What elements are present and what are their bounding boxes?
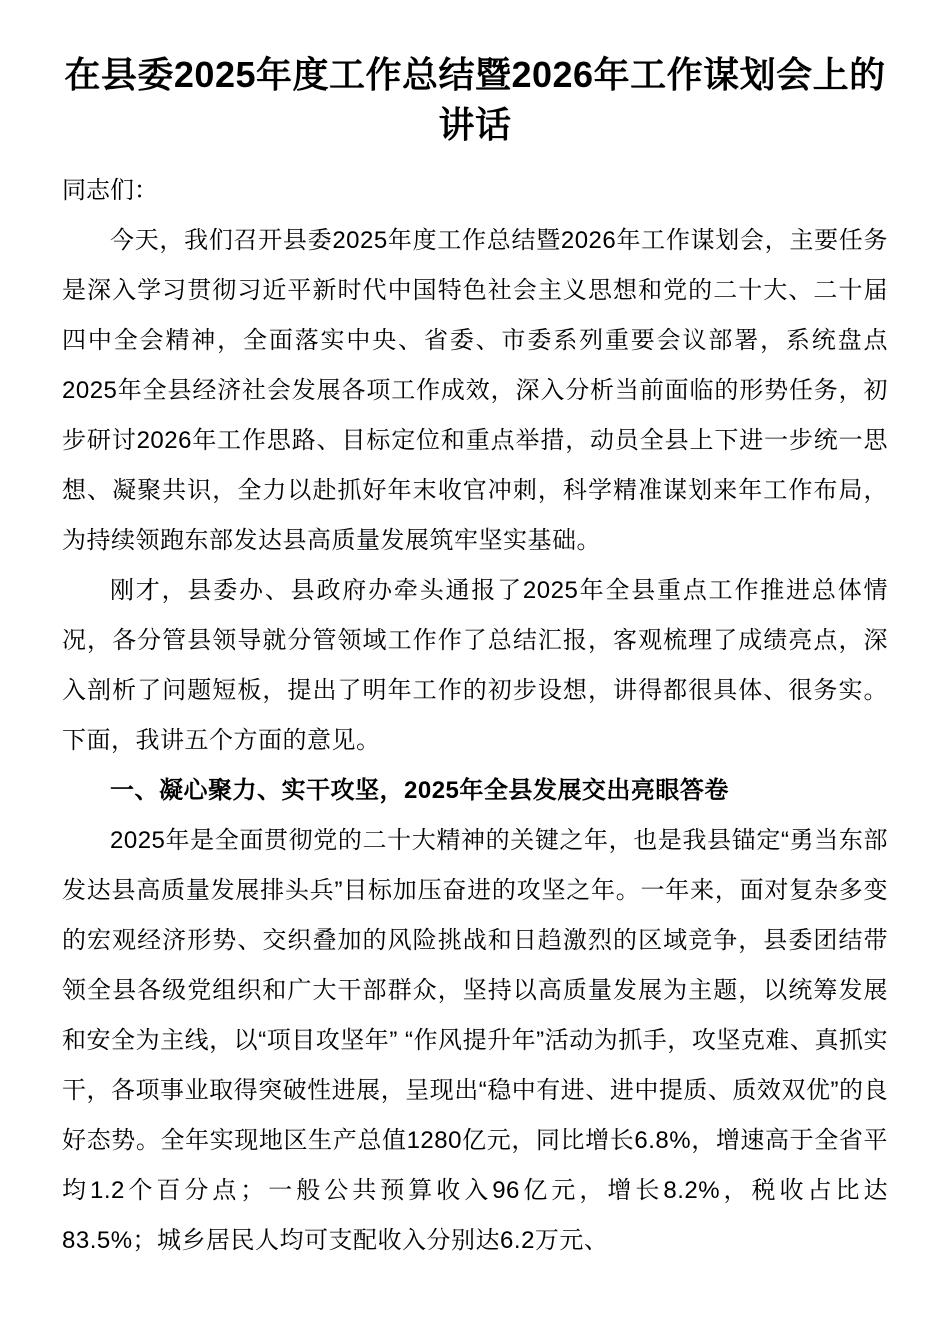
salutation: 同志们：	[62, 177, 158, 204]
paragraph-opening: 今天，我们召开县委2025年度工作总结暨2026年工作谋划会，主要任务是深入学习贯彻习近平新时代中国特色社会主义思想和党的二十大、二十届四中全会精神，全面落实中央、省委、市委系列重要会议部署，系统盘点2025年全县经济社会发展各项工作成效，深入分析当前面临的形势任务，初步研讨2026年工作思路、目标定位和重点举措，动员全县上下进一步统一思想、凝聚共识，全力以赴抓好年末收官冲刺，科学精准谋划来年工作布局，为持续领跑东部发达县高质量发展筑牢坚实基础。	[62, 227, 888, 554]
paragraph-2025-review: 2025年是全面贯彻党的二十大精神的关键之年，也是我县锚定“勇当东部发达县高质量发展排头兵”目标加压奋进的攻坚之年。一年来，面对复杂多变的宏观经济形势、交织叠加的风险挑战和日趋激烈的区域竞争，县委团结带领全县各级党组织和广大干部群众，坚持以高质量发展为主题，以统筹发展和安全为主线，以“项目攻坚年” “作风提升年”活动为抓手，攻坚克难、真抓实干，各项事业取得突破性进展，呈现出“稳中有进、进中提质、质效双优”的良好态势。全年实现地区生产总值1280亿元，同比增长6.8%，增速高于全省平均1.2个百分点；一般公共预算收入96亿元，增长8.2%，税收占比达83.5%；城乡居民人均可支配收入分别达6.2万元、	[62, 827, 888, 1254]
section-heading-1: 一、凝心聚力、实干攻坚，2025年全县发展交出亮眼答卷	[110, 777, 729, 804]
document-title: 在县委2025年度工作总结暨2026年工作谋划会上的讲话	[64, 54, 886, 145]
paragraph-briefing-summary: 刚才，县委办、县政府办牵头通报了2025年全县重点工作推进总体情况，各分管县领导就分管领域工作作了总结汇报，客观梳理了成绩亮点，深入剖析了问题短板，提出了明年工作的初步设想，讲得都很具体、很务实。下面，我讲五个方面的意见。	[62, 577, 888, 754]
